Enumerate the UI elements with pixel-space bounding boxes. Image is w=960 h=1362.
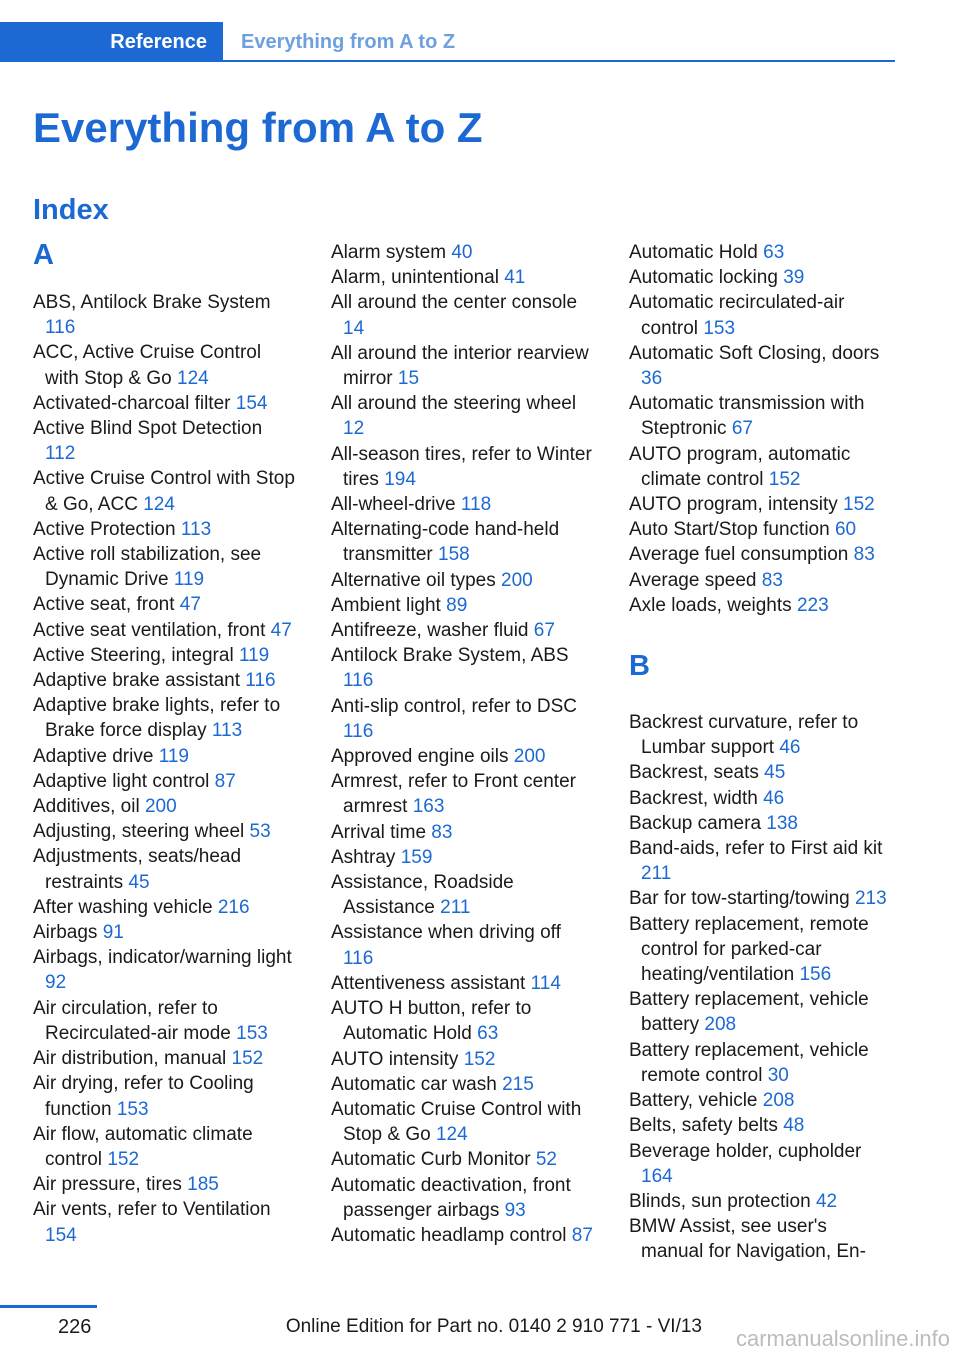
- entry-text: Belts, safety belts: [629, 1115, 778, 1137]
- page-link[interactable]: 83: [853, 544, 875, 566]
- index-entry: [629, 593, 891, 618]
- index-entry: [33, 920, 295, 945]
- index-entry: [331, 240, 593, 265]
- page-link[interactable]: 215: [502, 1073, 534, 1095]
- page-link[interactable]: 47: [270, 619, 292, 641]
- entry-text: Active seat ventilation, front: [33, 619, 266, 641]
- page-link[interactable]: 63: [763, 242, 785, 263]
- entry-text: Ashtray: [331, 846, 396, 868]
- page-link[interactable]: 45: [764, 762, 786, 784]
- entry-text: All around the steering wheel: [331, 393, 577, 415]
- entry-text: AUTO program, intensity: [629, 494, 838, 516]
- index-entry: [33, 643, 295, 668]
- index-entry: [331, 1072, 593, 1097]
- entry-text: Alternative oil types: [331, 569, 496, 591]
- index-entry: [331, 996, 593, 1046]
- index-entry: [629, 265, 891, 290]
- footer-rule: [0, 1305, 97, 1308]
- index-entry: [331, 845, 593, 870]
- entry-text: Activated-charcoal filter: [33, 392, 231, 414]
- page-link[interactable]: 200: [513, 746, 546, 768]
- page-link[interactable]: 152: [768, 468, 801, 490]
- page-link[interactable]: 15: [397, 368, 420, 390]
- entry-text: Battery replacement, remote control for parked-car heating/ventilation: [629, 913, 869, 986]
- section-tab-reference[interactable]: Reference: [0, 22, 223, 62]
- index-entry: [331, 593, 593, 618]
- index-entry: [33, 391, 295, 416]
- page-link[interactable]: 152: [231, 1048, 264, 1070]
- page-link[interactable]: 153: [236, 1022, 268, 1044]
- index-entry: [33, 844, 295, 894]
- entry-text: Active seat, front: [33, 594, 175, 616]
- entry-text: Airbags, indicator/warning light: [33, 947, 292, 969]
- entry-text: Anti-slip control, refer to DSC: [331, 695, 578, 717]
- page-link[interactable]: 83: [761, 569, 783, 591]
- index-entry: [331, 341, 593, 391]
- entry-text: Air distribution, manual: [33, 1048, 227, 1070]
- page-link[interactable]: 154: [235, 392, 268, 414]
- page-link[interactable]: 164: [641, 1165, 673, 1187]
- entry-text: Automatic deactivation, front passenger airbags: [331, 1174, 571, 1221]
- index-entry: [331, 1097, 593, 1147]
- index-entry: [33, 693, 295, 743]
- page-link[interactable]: 223: [796, 594, 829, 616]
- page-link[interactable]: 12: [343, 418, 365, 440]
- index-column-1: [33, 240, 295, 1248]
- index-entry: [629, 710, 891, 760]
- page-link[interactable]: 211: [641, 863, 672, 885]
- entry-text: Blinds, sun protection: [629, 1190, 811, 1212]
- header-rule: [223, 60, 895, 62]
- page-link[interactable]: 116: [343, 720, 374, 742]
- entry-text: Backrest, seats: [629, 762, 759, 784]
- index-entry: [629, 1038, 891, 1088]
- index-entry: [33, 466, 295, 516]
- entry-text: Air flow, automatic climate control: [33, 1123, 253, 1170]
- entry-text: Axle loads, weights: [629, 594, 792, 616]
- index-entry: [331, 694, 593, 744]
- index-entry: [331, 391, 593, 441]
- page-title: Everything from A to Z: [33, 104, 483, 151]
- entry-text: Alarm, unintentional: [331, 267, 499, 289]
- entry-text: Assistance when driving off: [331, 922, 561, 944]
- entry-text: Average fuel consumption: [629, 544, 849, 566]
- index-heading: Index: [33, 194, 109, 226]
- page-link[interactable]: 152: [107, 1148, 140, 1170]
- page-link[interactable]: 46: [779, 737, 801, 759]
- page-link[interactable]: 48: [783, 1115, 805, 1137]
- index-entry: [629, 912, 891, 988]
- page-link[interactable]: 89: [446, 594, 468, 616]
- entry-text: Approved engine oils: [331, 746, 509, 768]
- index-entry: [331, 1223, 593, 1248]
- index-entry: [629, 987, 891, 1037]
- entry-text: AUTO program, automatic climate control: [629, 443, 851, 490]
- index-entry: [33, 416, 295, 466]
- index-entry: [331, 744, 593, 769]
- entry-text: Air circulation, refer to Recirculated-air mode: [33, 997, 231, 1044]
- entry-text: After washing vehicle: [33, 896, 213, 918]
- entry-text: Armrest, refer to Front center armrest: [331, 771, 576, 818]
- index-entry: [331, 290, 593, 340]
- index-entry: [331, 265, 593, 290]
- watermark: carmanualsonline.info: [735, 1326, 950, 1351]
- entry-text: Automatic locking: [629, 267, 778, 289]
- page-link[interactable]: 53: [249, 821, 271, 843]
- entry-text: All around the interior rearview mirror: [331, 342, 589, 390]
- page-link[interactable]: 112: [45, 443, 76, 465]
- index-entry: [33, 340, 295, 390]
- index-entry: [33, 542, 295, 592]
- page-link[interactable]: 40: [451, 242, 473, 263]
- page-link[interactable]: 208: [704, 1014, 737, 1036]
- page-link[interactable]: 92: [45, 972, 67, 994]
- header-bar: [0, 22, 895, 62]
- entry-text: Automatic headlamp control: [331, 1224, 567, 1246]
- page-link[interactable]: 42: [815, 1190, 838, 1212]
- index-entry: [33, 618, 295, 643]
- page-link[interactable]: 119: [238, 644, 270, 666]
- entry-text: Active Protection: [33, 518, 176, 540]
- page-link[interactable]: 45: [128, 871, 150, 893]
- index-entry: [331, 618, 593, 643]
- entry-text: ACC, Active Cruise Control with Stop & Go: [33, 342, 262, 389]
- page-link[interactable]: 213: [854, 888, 887, 910]
- entry-text: Antifreeze, washer fluid: [331, 620, 529, 642]
- page-link[interactable]: 124: [435, 1124, 468, 1146]
- page-link[interactable]: 124: [177, 367, 209, 389]
- entry-text: All-season tires, refer to Winter tires: [331, 443, 592, 490]
- entry-text: Air pressure, tires: [33, 1174, 182, 1196]
- page-link[interactable]: 153: [703, 317, 736, 339]
- page-link[interactable]: 194: [384, 468, 416, 490]
- page-link[interactable]: 153: [116, 1098, 149, 1120]
- entry-text: Adaptive light control: [33, 770, 210, 792]
- entry-text: Adaptive brake lights, refer to Brake force display: [33, 695, 281, 742]
- page-link[interactable]: 211: [440, 897, 471, 919]
- page-link[interactable]: 156: [799, 964, 832, 986]
- index-entry: [33, 996, 295, 1046]
- index-entry: [33, 895, 295, 920]
- index-entry: [331, 492, 593, 517]
- page-link[interactable]: 216: [217, 896, 250, 918]
- entry-text: All-wheel-drive: [331, 494, 456, 516]
- entry-text: Beverage holder, cupholder: [629, 1140, 862, 1162]
- entry-text: Automatic recirculated-air control: [629, 292, 845, 339]
- index-entry: [629, 492, 891, 517]
- index-entry: [331, 568, 593, 593]
- page-link[interactable]: 200: [501, 569, 533, 591]
- entry-text: Active Cruise Control with Stop & Go, ACC: [33, 468, 295, 515]
- index-entry: [629, 542, 891, 567]
- index-entry: [331, 820, 593, 845]
- index-entry: [331, 971, 593, 996]
- index-entry: [33, 1197, 295, 1247]
- index-entry: [629, 1139, 891, 1189]
- index-entry: [33, 1122, 295, 1172]
- index-entry: [629, 1189, 891, 1214]
- index-entry: [33, 517, 295, 542]
- index-entry: [33, 744, 295, 769]
- entry-text: AUTO H button, refer to Automatic Hold: [331, 998, 532, 1045]
- page-link[interactable]: 67: [533, 620, 555, 642]
- entry-text: Automatic car wash: [331, 1073, 497, 1095]
- index-entry: [629, 786, 891, 811]
- page-link[interactable]: 113: [211, 720, 243, 742]
- entry-text: Battery replacement, vehicle battery: [629, 989, 869, 1036]
- entry-text: Backup camera: [629, 812, 762, 834]
- page-link[interactable]: 36: [641, 368, 663, 390]
- page-link[interactable]: 87: [214, 770, 236, 792]
- index-entry: [629, 391, 891, 441]
- entry-text: Band-aids, refer to First aid kit: [629, 838, 883, 860]
- entry-text: Automatic Hold: [629, 242, 758, 263]
- index-entry: [629, 517, 891, 542]
- index-entry: [331, 442, 593, 492]
- page-link[interactable]: 200: [144, 796, 177, 818]
- page-link[interactable]: 124: [143, 493, 175, 515]
- index-entry: [629, 240, 891, 265]
- entry-text: Bar for tow-starting/towing: [629, 888, 850, 910]
- index-entry: [331, 1047, 593, 1072]
- entry-text: Active roll stabilization, see Dynamic Drive: [33, 544, 262, 591]
- index-entry: [33, 1046, 295, 1071]
- entry-text: Arrival time: [331, 821, 427, 843]
- index-column-3: [629, 240, 891, 1265]
- page-link[interactable]: 116: [245, 670, 276, 692]
- page-link[interactable]: 208: [762, 1090, 795, 1112]
- index-entry: [629, 1088, 891, 1113]
- entry-text: All around the center console: [331, 292, 578, 314]
- page-link[interactable]: 114: [530, 972, 561, 994]
- index-entry: [629, 341, 891, 391]
- index-column-2: [331, 240, 593, 1248]
- index-entry: [331, 1147, 593, 1172]
- entry-text: Air vents, refer to Ventilation: [33, 1199, 271, 1221]
- index-entry: [33, 668, 295, 693]
- page-link[interactable]: 113: [180, 518, 212, 540]
- entry-text: Attentiveness assistant: [331, 972, 526, 994]
- page-link[interactable]: 52: [535, 1149, 557, 1171]
- page-link[interactable]: 83: [431, 821, 453, 843]
- entry-text: Automatic transmission with Steptronic: [629, 393, 865, 440]
- index-entry: [629, 442, 891, 492]
- entry-text: Additives, oil: [33, 796, 140, 818]
- page-link[interactable]: 158: [438, 544, 470, 566]
- index-entry: [629, 811, 891, 836]
- index-entry: [331, 1173, 593, 1223]
- entry-text: Alarm system: [331, 242, 447, 263]
- page-link[interactable]: 60: [834, 519, 857, 541]
- page-link[interactable]: 91: [102, 922, 124, 944]
- entry-text: Backrest, width: [629, 787, 758, 809]
- entry-text: Battery replacement, vehicle remote control: [629, 1039, 869, 1086]
- index-entry: [629, 760, 891, 785]
- entry-text: Antilock Brake System, ABS: [331, 645, 569, 667]
- page-link[interactable]: 14: [343, 317, 365, 339]
- page-link[interactable]: 154: [45, 1224, 77, 1246]
- index-entry: [331, 769, 593, 819]
- page-link[interactable]: 138: [766, 812, 798, 834]
- page-link[interactable]: 152: [463, 1048, 496, 1070]
- index-entry: [331, 870, 593, 920]
- entry-text: Automatic Cruise Control with Stop & Go: [331, 1098, 582, 1146]
- page-link[interactable]: 119: [173, 569, 205, 591]
- index-entry: [331, 643, 593, 693]
- page-link[interactable]: 30: [767, 1064, 789, 1086]
- index-entry: [33, 290, 295, 340]
- entry-text: Automatic Curb Monitor: [331, 1149, 531, 1171]
- index-entry: [33, 819, 295, 844]
- letter-heading-a: A: [33, 239, 54, 271]
- page-link[interactable]: 46: [763, 787, 785, 809]
- page-link[interactable]: 185: [187, 1174, 219, 1196]
- index-entry: [629, 836, 891, 886]
- index-entry: [331, 517, 593, 567]
- index-entry: [33, 945, 295, 995]
- page-link[interactable]: 63: [477, 1023, 499, 1045]
- entry-text: Adjusting, steering wheel: [33, 821, 245, 843]
- index-entry: [331, 920, 593, 970]
- page-link[interactable]: 152: [843, 494, 875, 516]
- entry-text: Adaptive brake assistant: [33, 670, 241, 692]
- entry-text: Active Blind Spot Detection: [33, 418, 263, 440]
- entry-text: Adaptive drive: [33, 745, 154, 767]
- entry-text: Average speed: [629, 569, 757, 591]
- edition-text: Online Edition for Part no. 0140 2 910 771 - VI/13: [285, 1316, 702, 1337]
- entry-text: Battery, vehicle: [629, 1090, 758, 1112]
- page-number: 226: [58, 1316, 92, 1338]
- index-entry: [629, 568, 891, 593]
- page-link[interactable]: 67: [731, 418, 753, 440]
- section-tab-current[interactable]: Everything from A to Z: [241, 30, 456, 53]
- index-entry: [629, 290, 891, 340]
- page-link[interactable]: 116: [343, 947, 374, 969]
- page-link[interactable]: 159: [400, 846, 433, 868]
- entry-text: Active Steering, integral: [33, 644, 234, 666]
- entry-text: Assistance, Roadside Assistance: [331, 872, 514, 919]
- entry-text: Backrest curvature, refer to Lumbar support: [629, 712, 859, 759]
- entry-text: Airbags: [33, 922, 98, 944]
- entry-text: AUTO intensity: [331, 1048, 459, 1070]
- page-link[interactable]: 116: [343, 670, 374, 692]
- page-link[interactable]: 118: [460, 494, 492, 516]
- entry-text: Adjustments, seats/head restraints: [33, 846, 242, 893]
- entry-text: Ambient light: [331, 594, 441, 616]
- page-link[interactable]: 93: [504, 1199, 526, 1221]
- entry-text: Automatic Soft Closing, doors: [629, 342, 880, 364]
- page-link[interactable]: 41: [504, 267, 526, 289]
- index-entry: [629, 886, 891, 911]
- index-entry: [33, 1071, 295, 1121]
- page-link[interactable]: 163: [412, 796, 445, 818]
- page-link[interactable]: 47: [179, 594, 201, 616]
- entry-text: ABS, Antilock Brake System: [33, 292, 271, 313]
- index-entry: [33, 1172, 295, 1197]
- index-entry: [629, 1113, 891, 1138]
- index-entry: [629, 1214, 891, 1264]
- entry-text: Air drying, refer to Cooling function: [33, 1073, 254, 1120]
- entry-text: Alternating-code hand-held transmitter: [331, 519, 560, 566]
- index-entry: [33, 794, 295, 819]
- entry-text: Auto Start/Stop function: [629, 519, 830, 541]
- page-link[interactable]: 119: [158, 745, 189, 767]
- page-link[interactable]: 87: [571, 1224, 593, 1246]
- page-link[interactable]: 116: [45, 317, 76, 339]
- page-link[interactable]: 39: [783, 267, 805, 289]
- letter-heading-b: B: [629, 650, 650, 683]
- index-entry: [33, 769, 295, 794]
- entry-text: BMW Assist, see user's manual for Navigation, En-: [629, 1216, 866, 1263]
- index-entry: [33, 592, 295, 617]
